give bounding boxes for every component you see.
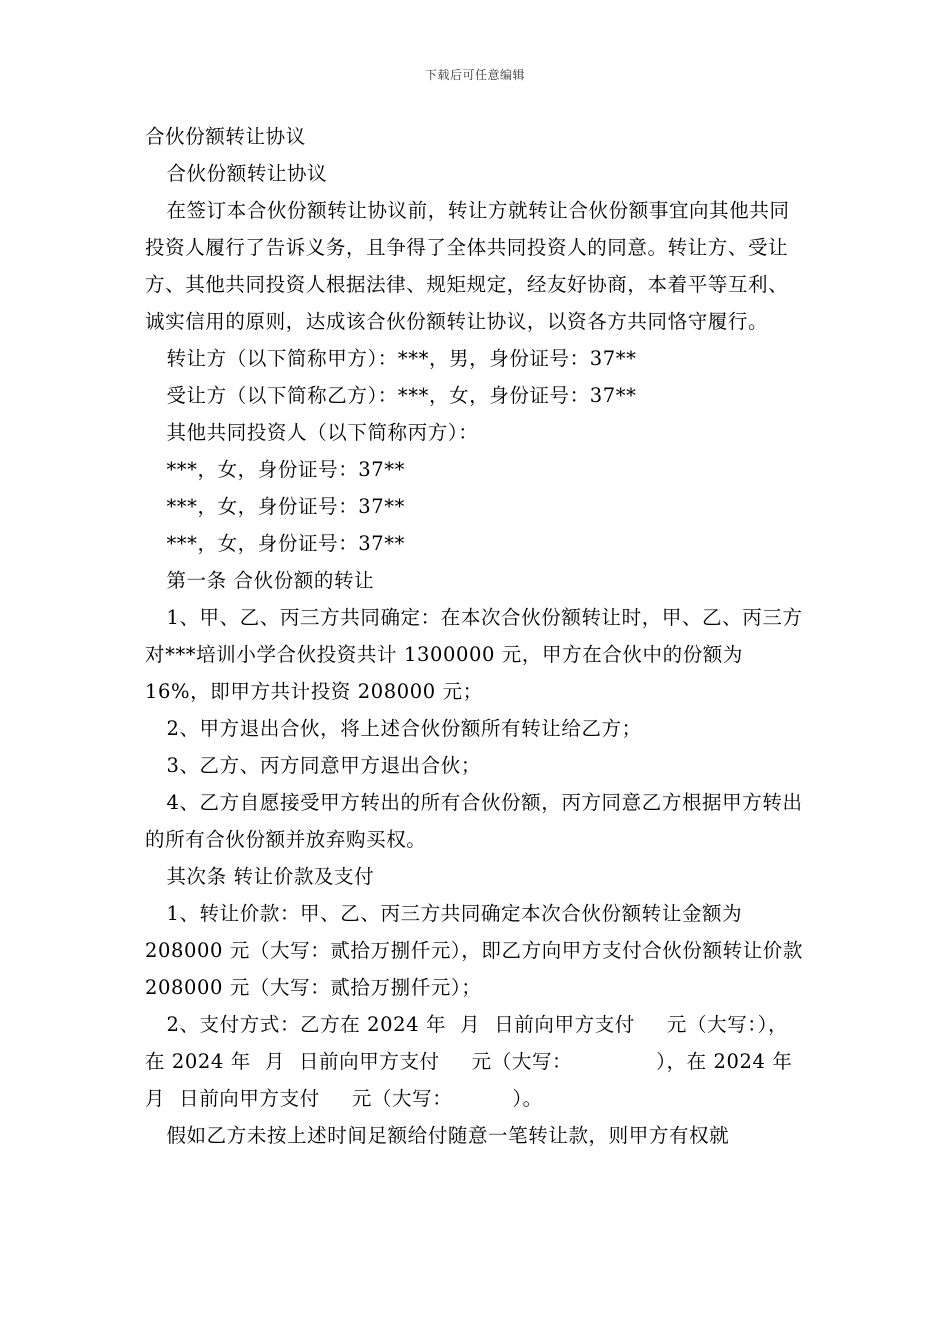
payment-text: 元（大写： [351, 1087, 453, 1110]
payment-text: 2、支付方式：乙方在 2024 年 [166, 1013, 447, 1036]
intro-paragraph: 在签订本合伙份额转让协议前，转让方就转让合伙份额事宜向其他共同投资人履行了告诉义务，且争得了全体共同投资人的同意。转让方、受让方、其他共同投资人根据法律、规矩规定，经友好协商，本着平等互利、诚实信用的原则，达成该合伙份额转让协议，以资各方共同恪守履行。 [145, 199, 790, 333]
article-1-item: 1、甲、乙、丙三方共同确定：在本次合伙份额转让时，甲、乙、丙三方对***培训小学合伙投资共计 1300000 元，甲方在合伙中的份额为 16%，即甲方共计投资 208000 元； [145, 606, 803, 703]
payment-text: ），在 2024 年 [145, 1013, 789, 1073]
article-2-item-1: 1、转让价款：甲、乙、丙三方共同确定本次合伙份额转让金额为 208000 元（大写：贰拾万捌仟元），即乙方向甲方支付合伙份额转让价款 208000 元（大写：贰拾万捌仟元）； [145, 902, 803, 999]
document-title: 合伙份额转让协议 [145, 125, 306, 148]
party-b-line: 受让方（以下简称乙方）：***，女，身份证号：37** [166, 384, 637, 407]
payment-text: 日前向甲方支付 [298, 1050, 440, 1073]
payment-text: 月 [264, 1050, 285, 1073]
article-1-item: 3、乙方、丙方同意甲方退出合伙； [166, 754, 481, 777]
party-c-member: ***，女，身份证号：37** [166, 532, 406, 555]
payment-text: 2024 年 [713, 1050, 793, 1073]
penalty-paragraph: 假如乙方未按上述时间足额给付随意一笔转让款，则甲方有权就 [166, 1124, 730, 1147]
document-subtitle: 合伙份额转让协议 [166, 162, 328, 185]
payment-text: 日前向甲方支付 [494, 1013, 635, 1036]
payment-text: 月 [460, 1013, 481, 1036]
article-1-item: 4、乙方自愿接受甲方转出的所有合伙份额，丙方同意乙方根据甲方转出的所有合伙份额并放弃购买权。 [145, 791, 803, 851]
document-body [145, 118, 807, 1154]
article-1-heading: 第一条 合伙份额的转让 [166, 569, 375, 592]
party-c-label: 其他共同投资人（以下简称丙方）： [166, 421, 479, 444]
article-2-heading: 其次条 转让价款及支付 [166, 865, 375, 888]
payment-text: ）。 [512, 1087, 543, 1110]
article-2-item-2 [145, 1006, 807, 1117]
payment-text: 月 [145, 1087, 166, 1110]
payment-text: 日前向甲方支付 [179, 1087, 320, 1110]
payment-text: 元（大写： [666, 1013, 758, 1036]
party-c-member: ***，女，身份证号：37** [166, 495, 406, 518]
page-header: 下载后可任意编辑 [424, 68, 525, 82]
payment-text: ），在 [656, 1050, 707, 1073]
party-c-member: ***，女，身份证号：37** [166, 458, 406, 481]
article-1-item: 2、甲方退出合伙，将上述合伙份额所有转让给乙方； [166, 717, 642, 740]
payment-text: 元（大写： [471, 1050, 573, 1073]
party-a-line: 转让方（以下简称甲方）：***，男，身份证号：37** [166, 347, 637, 370]
